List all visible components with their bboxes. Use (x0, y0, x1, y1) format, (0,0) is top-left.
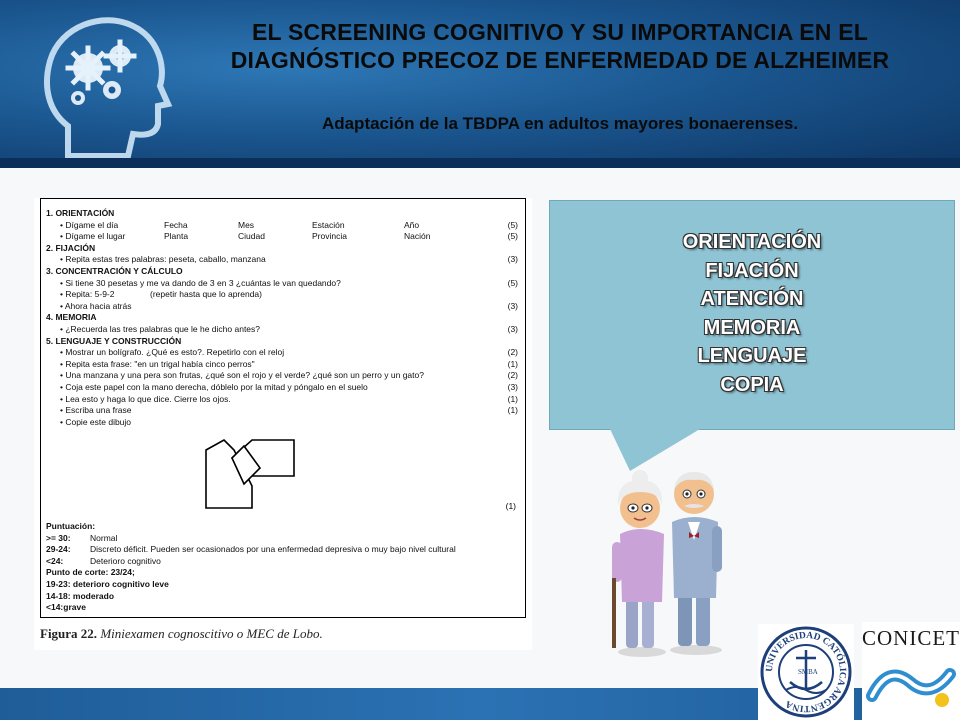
row-score: (5) (507, 277, 518, 288)
row-score: (3) (507, 323, 518, 334)
exam-row (46, 289, 518, 301)
conicet-wave-icon (866, 656, 956, 716)
row-text: • Repita esta frase: "en un trigal había cinco perros" (60, 358, 255, 369)
row-text: • ¿Recuerda las tres palabras que le he dicho antes? (60, 323, 261, 334)
domain-item: LENGUAJE (697, 345, 807, 367)
exam-row (46, 324, 518, 336)
row-text: • Coja este papel con la mano derecha, dóblelo por la mitad y póngalo en el suelo (60, 381, 368, 392)
row-text: • Lea esto y haga lo que dice. Cierre los ojos. (60, 393, 231, 404)
page-subtitle: Adaptación de la TBDPA en adultos mayores bonaerenses. (321, 114, 799, 133)
uca-seal-text: UNIVERSIDAD CATÓLICA ARGENTINA (764, 630, 848, 714)
row-field: Fecha (164, 219, 188, 230)
row-score: (2) (507, 370, 518, 381)
exam-row (46, 405, 518, 417)
scoring-row (46, 544, 521, 556)
caption-label: Figura 22. (40, 626, 98, 641)
scoring-line: <14:grave (46, 602, 86, 613)
conicet-wordmark: CONICET (862, 626, 960, 650)
section-fijacion: 2. FIJACIÓN (46, 242, 96, 253)
scoring-key: >= 30: (46, 532, 71, 543)
row-text: • Ahora hacia atrás (60, 300, 132, 311)
exam-row (46, 347, 518, 359)
brain-gears-head-icon (28, 6, 188, 166)
section-concentracion: 3. CONCENTRACIÓN Y CÁLCULO (46, 265, 183, 276)
exam-row (46, 394, 518, 406)
scoring-legend (46, 521, 521, 614)
row-score: (1) (507, 393, 518, 404)
domain-item: FIJACIÓN (705, 259, 799, 282)
header-bottom-bar (0, 158, 960, 168)
exam-items (46, 208, 518, 428)
row-text: • Copie este dibujo (60, 416, 132, 427)
page-title: EL SCREENING COGNITIVO Y SU IMPORTANCIA EN EL DIAGNÓSTICO PRECOZ DE ENFERMEDAD DE ALZHEIMER (230, 19, 890, 73)
row-label: • Dígame el lugar (60, 231, 126, 242)
scoring-line: Punto de corte: 23/24; (46, 567, 135, 578)
row-text: • Si tiene 30 pesetas y me va dando de 3 en 3 ¿cuántas le van quedando? (60, 277, 341, 288)
domain-item: MEMORIA (703, 316, 801, 339)
drawing-score: (1) (505, 501, 516, 511)
domains-list (549, 228, 955, 399)
row-field: Mes (238, 219, 255, 230)
scoring-heading: Puntuación: (46, 521, 96, 531)
row-text: • Escriba una frase (60, 405, 132, 416)
row-field: Planta (164, 231, 189, 242)
row-score: (1) (507, 405, 518, 416)
row-score: (3) (507, 381, 518, 392)
exam-row (46, 301, 518, 313)
conicet-logo (862, 622, 960, 720)
elderly-couple-illustration (596, 462, 736, 658)
row-text: • Repita estas tres palabras: peseta, caballo, manzana (60, 254, 266, 265)
exam-row (46, 254, 518, 266)
scoring-value: Discreto déficit. Pueden ser ocasionados por una enfermedad depresiva o muy bajo nivel cultural (90, 544, 456, 555)
row-score: (5) (507, 219, 518, 230)
scoring-value: Deterioro cognitivo (90, 555, 161, 566)
row-field: Estación (312, 219, 345, 230)
scoring-line: 19-23: deterioro cognitivo leve (46, 578, 169, 589)
exam-row (46, 417, 518, 429)
row-label: • Dígame el día (60, 219, 119, 230)
exam-document (34, 198, 532, 650)
scoring-row (46, 533, 521, 545)
exam-row (46, 278, 518, 290)
row-score: (1) (507, 358, 518, 369)
uca-monogram: SMBA (798, 668, 818, 676)
row-text: • Una manzana y una pera son frutas, ¿qué son el rojo y el verde? ¿qué son un perro y un gato? (60, 370, 424, 381)
row-note: (repetir hasta que lo aprenda) (150, 289, 262, 300)
row-field: Provincia (312, 231, 347, 242)
domain-item: ORIENTACIÓN (682, 231, 822, 253)
row-score: (3) (507, 300, 518, 311)
figure-caption (40, 626, 323, 642)
row-text: • Mostrar un bolígrafo. ¿Qué es esto?. Repetirlo con el reloj (60, 347, 285, 358)
scoring-row (46, 556, 521, 568)
row-text: • Repita: 5-9-2 (60, 289, 115, 300)
scoring-value: Normal (90, 532, 118, 543)
row-score: (3) (507, 254, 518, 265)
exam-row (46, 231, 518, 243)
section-orientacion: 1. ORIENTACIÓN (46, 208, 115, 218)
domain-item: ATENCIÓN (700, 288, 804, 310)
scoring-key: <24: (46, 555, 64, 566)
pentagons-drawing (204, 438, 304, 518)
header-banner (0, 0, 960, 168)
uca-university-seal-logo (758, 624, 854, 720)
section-lenguaje: 5. LENGUAJE Y CONSTRUCCIÓN (46, 335, 182, 346)
row-field: Ciudad (238, 231, 265, 242)
exam-row (46, 220, 518, 232)
exam-row (46, 359, 518, 371)
row-field: Año (404, 219, 420, 230)
exam-row (46, 382, 518, 394)
row-field: Nación (404, 231, 431, 242)
domain-item: COPIA (720, 373, 784, 396)
row-score: (5) (507, 231, 518, 242)
scoring-line: 14-18: moderado (46, 590, 115, 601)
row-score: (2) (507, 347, 518, 358)
scoring-key: 29-24: (46, 544, 71, 555)
exam-row (46, 370, 518, 382)
caption-text: Miniexamen cognoscitivo o MEC de Lobo. (100, 626, 323, 641)
section-memoria: 4. MEMORIA (46, 312, 97, 323)
